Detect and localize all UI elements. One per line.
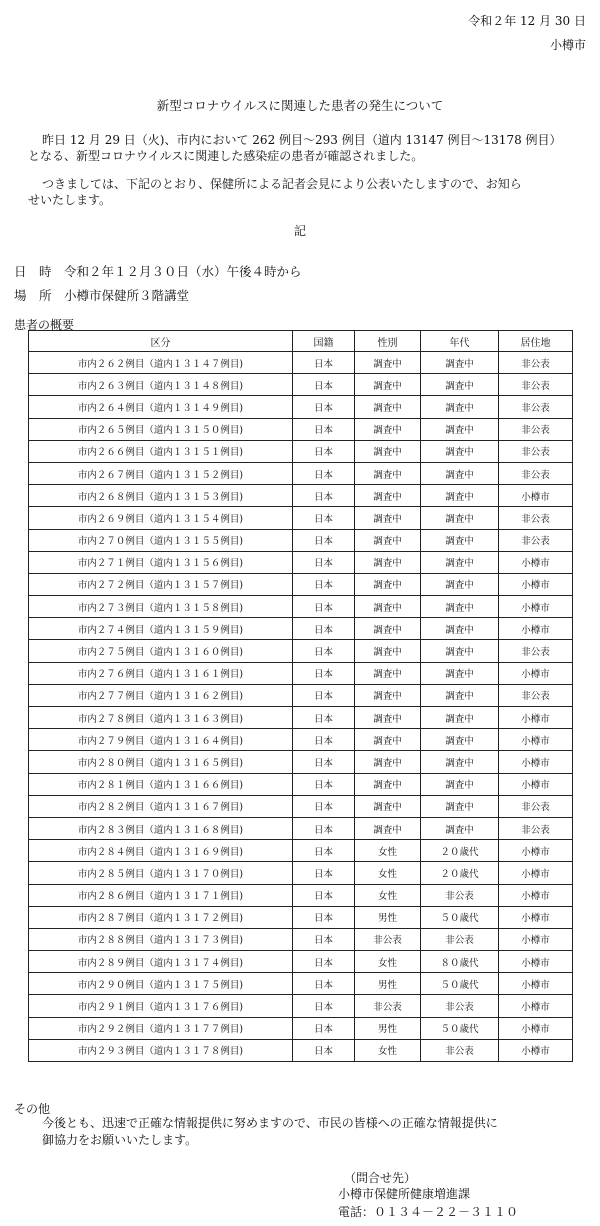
cell-category: 市内２７８例目（道内１３１６３例目) (29, 707, 293, 729)
cell-age: ５０歳代 (421, 906, 499, 928)
table-row (29, 684, 573, 706)
cell-category: 市内２８８例目（道内１３１７３例目) (29, 928, 293, 950)
cell-residence: 小樽市 (499, 551, 573, 573)
cell-nationality: 日本 (293, 462, 355, 484)
table-row (29, 729, 573, 751)
cell-nationality: 日本 (293, 795, 355, 817)
cell-nationality: 日本 (293, 707, 355, 729)
cell-category: 市内２６７例目（道内１３１５２例目) (29, 462, 293, 484)
header-sex: 性別 (355, 331, 421, 352)
contact-department: 小樽市保健所健康増進課 (338, 1187, 471, 1201)
cell-residence: 小樽市 (499, 485, 573, 507)
cell-age: 非公表 (421, 884, 499, 906)
cell-sex: 女性 (355, 840, 421, 862)
cell-sex: 男性 (355, 1017, 421, 1039)
cell-category: 市内２７４例目（道内１３１５９例目) (29, 618, 293, 640)
cell-residence: 小樽市 (499, 840, 573, 862)
cell-residence: 小樽市 (499, 928, 573, 950)
cell-residence: 非公表 (499, 374, 573, 396)
cell-nationality: 日本 (293, 729, 355, 751)
cell-age: 調査中 (421, 773, 499, 795)
cell-sex: 調査中 (355, 352, 421, 374)
cell-nationality: 日本 (293, 684, 355, 706)
cell-age: 非公表 (421, 995, 499, 1017)
table-label: 患者の概要 (14, 318, 75, 332)
cell-residence: 小樽市 (499, 1039, 573, 1061)
cell-age: 調査中 (421, 662, 499, 684)
cell-residence: 非公表 (499, 817, 573, 839)
cell-sex: 調査中 (355, 507, 421, 529)
cell-residence: 非公表 (499, 640, 573, 662)
cell-residence: 非公表 (499, 529, 573, 551)
cell-nationality: 日本 (293, 573, 355, 595)
patient-table (28, 330, 573, 1062)
table-row (29, 795, 573, 817)
paragraph-line: せいたします。 (28, 193, 112, 207)
other-text: 今後とも、迅速で正確な情報提供に努めますので、市民の皆様への正確な情報提供に (42, 1116, 498, 1130)
table-row (29, 906, 573, 928)
table-row (29, 529, 573, 551)
cell-age: 調査中 (421, 418, 499, 440)
cell-sex: 女性 (355, 1039, 421, 1061)
table-row (29, 440, 573, 462)
cell-nationality: 日本 (293, 485, 355, 507)
contact-phone: 電話：０１３４－２２－３１１０ (338, 1205, 519, 1219)
cell-age: 調査中 (421, 551, 499, 573)
cell-category: 市内２６３例目（道内１３１４８例目) (29, 374, 293, 396)
cell-nationality: 日本 (293, 995, 355, 1017)
cell-category: 市内２７１例目（道内１３１５６例目) (29, 551, 293, 573)
cell-residence: 非公表 (499, 418, 573, 440)
cell-sex: 調査中 (355, 773, 421, 795)
cell-nationality: 日本 (293, 529, 355, 551)
cell-residence: 小樽市 (499, 1017, 573, 1039)
cell-nationality: 日本 (293, 618, 355, 640)
cell-sex: 調査中 (355, 462, 421, 484)
cell-nationality: 日本 (293, 1017, 355, 1039)
cell-age: 調査中 (421, 374, 499, 396)
table-row (29, 618, 573, 640)
cell-residence: 非公表 (499, 795, 573, 817)
cell-age: 調査中 (421, 462, 499, 484)
cell-sex: 調査中 (355, 418, 421, 440)
table-row (29, 462, 573, 484)
cell-residence: 小樽市 (499, 951, 573, 973)
cell-nationality: 日本 (293, 906, 355, 928)
cell-nationality: 日本 (293, 751, 355, 773)
cell-category: 市内２７５例目（道内１３１６０例目) (29, 640, 293, 662)
other-label: その他 (14, 1102, 51, 1116)
table-row (29, 751, 573, 773)
cell-nationality: 日本 (293, 928, 355, 950)
cell-category: 市内２７６例目（道内１３１６１例目) (29, 662, 293, 684)
paragraph-line: 昨日 12 月 29 日（火)、市内において 262 例目～293 例目（道内 13147 例目～13178 例目） (42, 133, 562, 147)
cell-sex: 調査中 (355, 618, 421, 640)
cell-nationality: 日本 (293, 596, 355, 618)
cell-age: 調査中 (421, 440, 499, 462)
cell-residence: 小樽市 (499, 995, 573, 1017)
cell-category: 市内２８４例目（道内１３１６９例目) (29, 840, 293, 862)
cell-sex: 非公表 (355, 928, 421, 950)
cell-residence: 小樽市 (499, 862, 573, 884)
cell-sex: 調査中 (355, 707, 421, 729)
table-row (29, 374, 573, 396)
table-row (29, 396, 573, 418)
cell-age: 調査中 (421, 596, 499, 618)
cell-nationality: 日本 (293, 1039, 355, 1061)
cell-nationality: 日本 (293, 951, 355, 973)
ki-heading: 記 (293, 224, 306, 238)
cell-residence: 小樽市 (499, 596, 573, 618)
cell-residence: 小樽市 (499, 618, 573, 640)
cell-sex: 調査中 (355, 396, 421, 418)
cell-residence: 非公表 (499, 684, 573, 706)
cell-sex: 調査中 (355, 662, 421, 684)
cell-category: 市内２６４例目（道内１３１４９例目) (29, 396, 293, 418)
cell-age: 調査中 (421, 507, 499, 529)
cell-residence: 小樽市 (499, 729, 573, 751)
cell-nationality: 日本 (293, 640, 355, 662)
header-age: 年代 (421, 331, 499, 352)
table-row (29, 596, 573, 618)
cell-category: 市内２６２例目（道内１３１４７例目) (29, 352, 293, 374)
cell-sex: 調査中 (355, 817, 421, 839)
table-row (29, 485, 573, 507)
cell-sex: 非公表 (355, 995, 421, 1017)
cell-category: 市内２６６例目（道内１３１５１例目) (29, 440, 293, 462)
cell-residence: 小樽市 (499, 884, 573, 906)
cell-sex: 調査中 (355, 640, 421, 662)
cell-nationality: 日本 (293, 507, 355, 529)
cell-sex: 調査中 (355, 440, 421, 462)
cell-nationality: 日本 (293, 973, 355, 995)
cell-residence: 小樽市 (499, 751, 573, 773)
cell-nationality: 日本 (293, 396, 355, 418)
cell-age: 調査中 (421, 751, 499, 773)
cell-age: 調査中 (421, 684, 499, 706)
cell-category: 市内２８９例目（道内１３１７４例目) (29, 951, 293, 973)
cell-age: 調査中 (421, 529, 499, 551)
cell-category: 市内２９０例目（道内１３１７５例目) (29, 973, 293, 995)
header-residence: 居住地 (499, 331, 573, 352)
cell-sex: 調査中 (355, 684, 421, 706)
cell-age: 調査中 (421, 485, 499, 507)
datetime-line: 日 時 令和２年１２月３０日（水）午後４時から (14, 264, 302, 279)
table-row (29, 951, 573, 973)
table-row (29, 840, 573, 862)
cell-age: 非公表 (421, 928, 499, 950)
cell-nationality: 日本 (293, 884, 355, 906)
cell-nationality: 日本 (293, 840, 355, 862)
cell-age: ５０歳代 (421, 973, 499, 995)
table-row (29, 928, 573, 950)
cell-sex: 女性 (355, 884, 421, 906)
cell-category: 市内２７３例目（道内１３１５８例目) (29, 596, 293, 618)
cell-nationality: 日本 (293, 817, 355, 839)
cell-age: 調査中 (421, 618, 499, 640)
table-row (29, 507, 573, 529)
cell-category: 市内２６９例目（道内１３１５４例目) (29, 507, 293, 529)
cell-age: 調査中 (421, 817, 499, 839)
cell-category: 市内２７９例目（道内１３１６４例目) (29, 729, 293, 751)
cell-nationality: 日本 (293, 773, 355, 795)
cell-age: ２０歳代 (421, 862, 499, 884)
cell-age: 調査中 (421, 795, 499, 817)
cell-residence: 小樽市 (499, 973, 573, 995)
cell-category: 市内２７２例目（道内１３１５７例目) (29, 573, 293, 595)
table-header-row (29, 331, 573, 352)
cell-sex: 調査中 (355, 485, 421, 507)
cell-sex: 調査中 (355, 729, 421, 751)
cell-age: 調査中 (421, 707, 499, 729)
paragraph-line: つきましては、下記のとおり、保健所による記者会見により公表いたしますので、お知ら (42, 177, 522, 191)
cell-category: 市内２７０例目（道内１３１５５例目) (29, 529, 293, 551)
cell-residence: 小樽市 (499, 573, 573, 595)
cell-sex: 男性 (355, 973, 421, 995)
table-row (29, 884, 573, 906)
cell-sex: 調査中 (355, 573, 421, 595)
cell-nationality: 日本 (293, 374, 355, 396)
cell-age: ８０歳代 (421, 951, 499, 973)
cell-category: 市内２６５例目（道内１３１５０例目) (29, 418, 293, 440)
cell-category: 市内２８２例目（道内１３１６７例目) (29, 795, 293, 817)
cell-category: 市内２７７例目（道内１３１６２例目) (29, 684, 293, 706)
cell-sex: 女性 (355, 862, 421, 884)
cell-sex: 男性 (355, 906, 421, 928)
cell-sex: 調査中 (355, 596, 421, 618)
cell-residence: 非公表 (499, 396, 573, 418)
cell-residence: 非公表 (499, 440, 573, 462)
cell-nationality: 日本 (293, 352, 355, 374)
cell-age: 調査中 (421, 396, 499, 418)
cell-nationality: 日本 (293, 440, 355, 462)
table-row (29, 707, 573, 729)
cell-age: 調査中 (421, 729, 499, 751)
header-category: 区分 (29, 331, 293, 352)
cell-category: 市内２８５例目（道内１３１７０例目) (29, 862, 293, 884)
cell-nationality: 日本 (293, 662, 355, 684)
table-row (29, 1039, 573, 1061)
cell-category: 市内２８０例目（道内１３１６５例目) (29, 751, 293, 773)
cell-residence: 非公表 (499, 352, 573, 374)
issuer-city: 小樽市 (549, 38, 586, 52)
cell-age: 調査中 (421, 573, 499, 595)
cell-category: 市内２６８例目（道内１３１５３例目) (29, 485, 293, 507)
table-row (29, 817, 573, 839)
contact-block (338, 1170, 470, 1202)
document-date: 令和２年 12 月 30 日 (468, 14, 586, 28)
document-title: 新型コロナウイルスに関連した患者の発生について (156, 98, 444, 113)
cell-residence: 小樽市 (499, 662, 573, 684)
cell-category: 市内２９１例目（道内１３１７６例目) (29, 995, 293, 1017)
cell-nationality: 日本 (293, 418, 355, 440)
table-row (29, 352, 573, 374)
table-row (29, 995, 573, 1017)
cell-age: 調査中 (421, 640, 499, 662)
table-row (29, 640, 573, 662)
cell-category: 市内２８６例目（道内１３１７１例目) (29, 884, 293, 906)
table-row (29, 573, 573, 595)
cell-residence: 非公表 (499, 462, 573, 484)
paragraph-line: となる、新型コロナウイルスに関連した感染症の患者が確認されました。 (28, 149, 424, 163)
cell-category: 市内２９２例目（道内１３１７７例目) (29, 1017, 293, 1039)
cell-sex: 調査中 (355, 795, 421, 817)
cell-residence: 非公表 (499, 507, 573, 529)
cell-age: ２０歳代 (421, 840, 499, 862)
header-nationality: 国籍 (293, 331, 355, 352)
cell-sex: 調査中 (355, 374, 421, 396)
cell-category: 市内２９３例目（道内１３１７８例目) (29, 1039, 293, 1061)
place-line: 場 所 小樽市保健所３階講堂 (14, 288, 190, 303)
table-row (29, 973, 573, 995)
cell-age: ５０歳代 (421, 1017, 499, 1039)
table-row (29, 662, 573, 684)
table-row (29, 773, 573, 795)
table-row (29, 1017, 573, 1039)
cell-age: 非公表 (421, 1039, 499, 1061)
table-row (29, 418, 573, 440)
cell-residence: 小樽市 (499, 773, 573, 795)
cell-nationality: 日本 (293, 551, 355, 573)
cell-category: 市内２８７例目（道内１３１７２例目) (29, 906, 293, 928)
cell-residence: 小樽市 (499, 906, 573, 928)
cell-category: 市内２８１例目（道内１３１６６例目) (29, 773, 293, 795)
table-row (29, 862, 573, 884)
cell-nationality: 日本 (293, 862, 355, 884)
cell-sex: 調査中 (355, 529, 421, 551)
cell-sex: 女性 (355, 951, 421, 973)
other-text: 御協力をお願いいたします。 (42, 1133, 198, 1147)
cell-age: 調査中 (421, 352, 499, 374)
table-row (29, 551, 573, 573)
cell-sex: 調査中 (355, 551, 421, 573)
contact-label: （問合せ先） (344, 1171, 417, 1185)
cell-residence: 小樽市 (499, 707, 573, 729)
cell-sex: 調査中 (355, 751, 421, 773)
cell-category: 市内２８３例目（道内１３１６８例目) (29, 817, 293, 839)
